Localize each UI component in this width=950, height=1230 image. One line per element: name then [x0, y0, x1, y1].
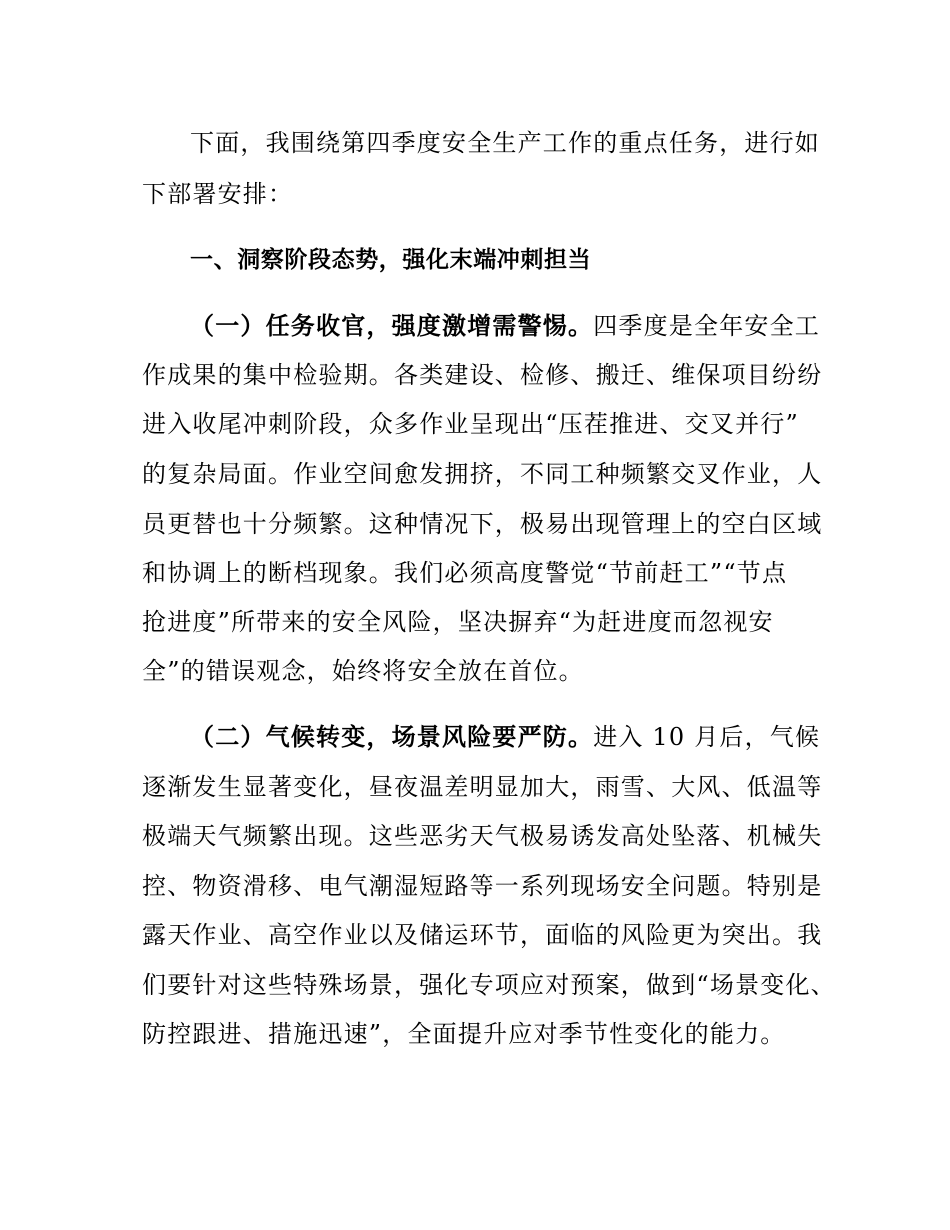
sub-2-line-4: 控、物资滑移、电气潮湿短路等一系列现场安全问题。特别是	[142, 872, 823, 900]
sub-1-line-4: 的复杂局面。作业空间愈发拥挤，不同工种频繁交叉作业，人	[142, 460, 823, 488]
sub-1-line-8: 全”的错误观念，始终将安全放在首位。	[142, 657, 584, 685]
sub-2-line-1	[190, 721, 820, 753]
sub-1-title: （一）任务收官，强度激增需警惕。	[190, 312, 594, 340]
sub-2-line-7: 防控跟进、措施迅速”，全面提升应对季节性变化的能力。	[142, 1020, 786, 1048]
sub-2-title: （二）气候转变，场景风险要严防。	[190, 723, 594, 751]
sub-1-line-1-text: 四季度是全年安全工	[593, 312, 821, 340]
sub-1-line-1	[190, 310, 820, 342]
sub-2-line-3: 极端天气频繁出现。这些恶劣天气极易诱发高处坠落、机械失	[142, 822, 823, 850]
sub-2-line-6: 们要针对这些特殊场景，强化专项应对预案，做到“场景变化、	[142, 971, 836, 999]
sub-2-line-1-text: 进入 10 月后，气候	[593, 723, 821, 751]
sub-1-line-5: 员更替也十分频繁。这种情况下，极易出现管理上的空白区域	[142, 510, 823, 538]
section-1-heading: 一、洞察阶段态势，强化末端冲刺担当	[190, 247, 592, 273]
sub-1-line-3: 进入收尾冲刺阶段，众多作业呈现出“压茬推进、交叉并行”	[142, 410, 799, 438]
sub-2-line-2: 逐渐发生显著变化，昼夜温差明显加大，雨雪、大风、低温等	[142, 773, 823, 801]
sub-1-line-7: 抢进度”所带来的安全风险，坚决摒弃“为赶进度而忽视安	[142, 608, 774, 636]
sub-2-line-5: 露天作业、高空作业以及储运环节，面临的风险更为突出。我	[142, 921, 823, 949]
intro-line-2: 下部署安排：	[142, 180, 294, 208]
intro-line-1: 下面，我围绕第四季度安全生产工作的重点任务，进行如	[190, 129, 820, 157]
sub-1-line-6: 和协调上的断档现象。我们必须高度警觉“节前赶工”“节点	[142, 559, 788, 587]
sub-1-line-2: 作成果的集中检验期。各类建设、检修、搬迁、维保项目纷纷	[142, 361, 823, 389]
